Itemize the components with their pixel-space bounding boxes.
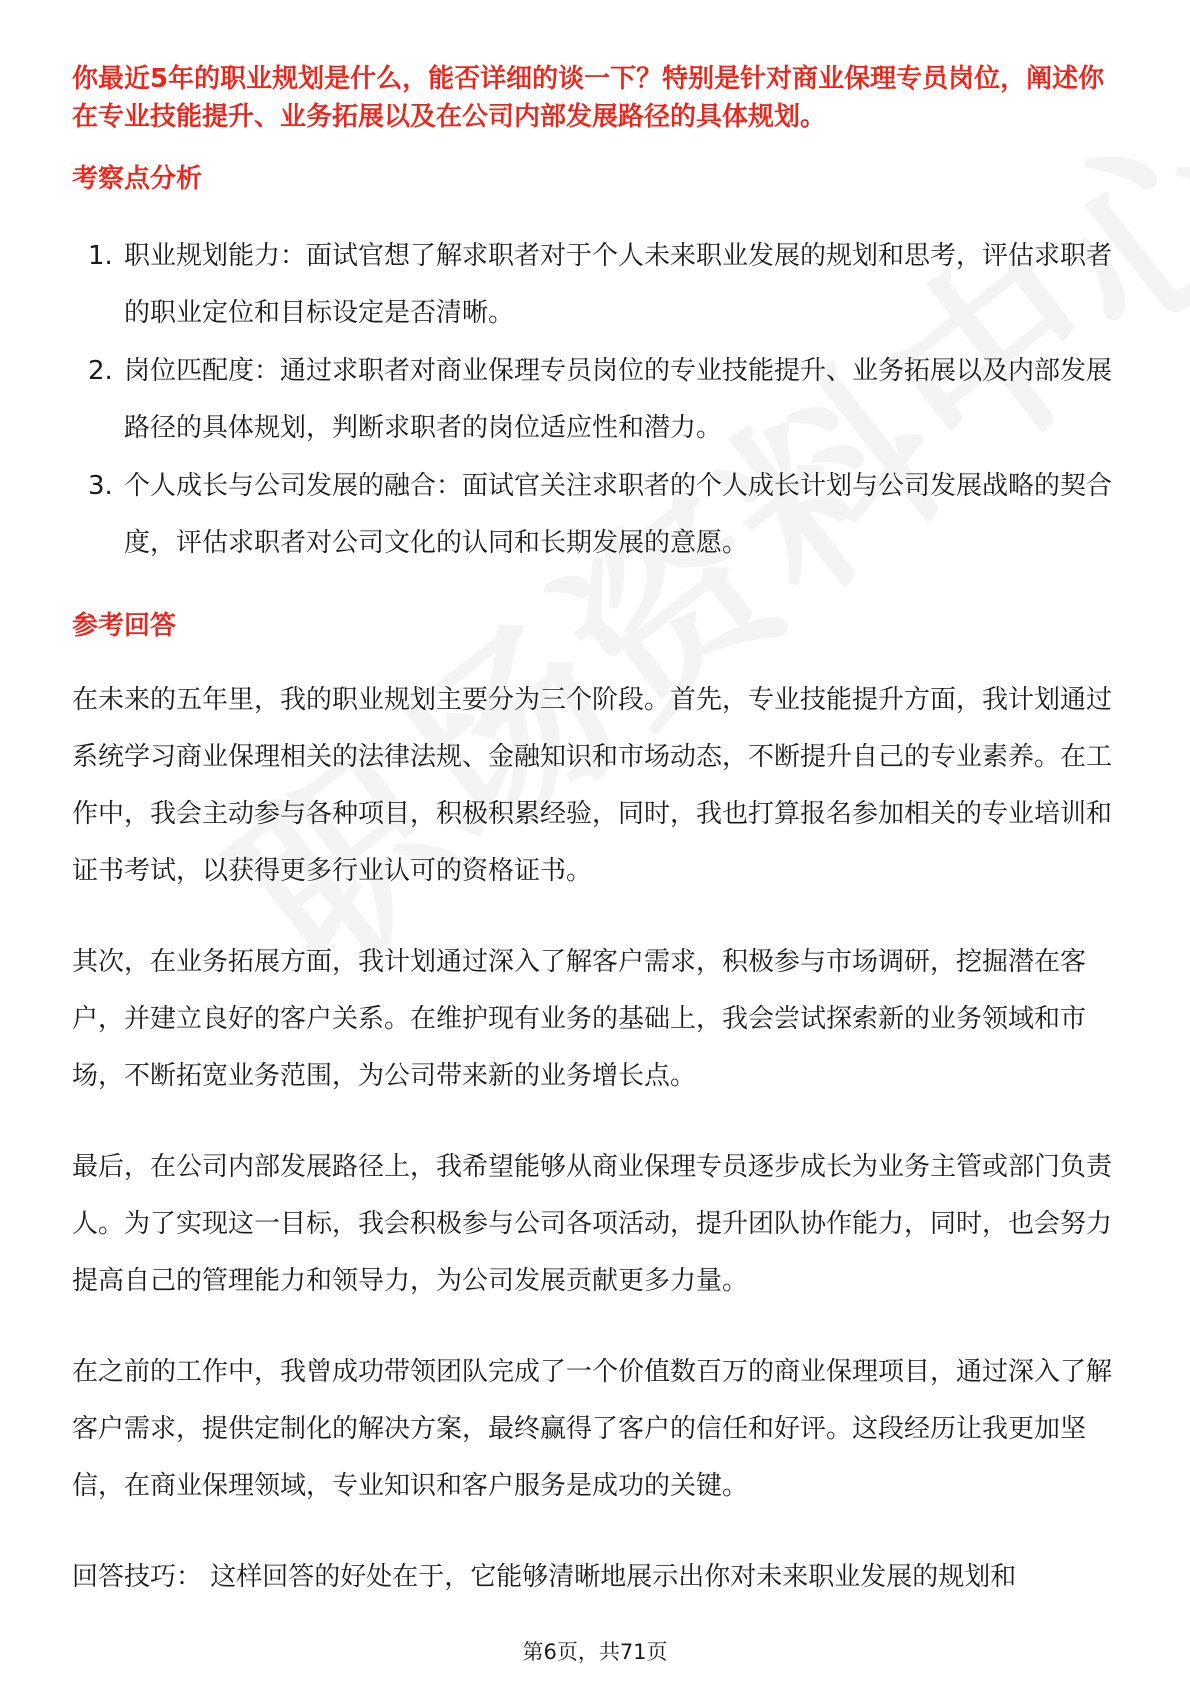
answer-tips-paragraph: 回答技巧： 这样回答的好处在于，它能够清晰地展示出你对未来职业发展的规划和	[72, 1562, 1017, 1592]
analysis-item-text: 职业规划能力：面试官想了解求职者对于个人未来职业发展的规划和思考，评估求职者的职业定位和目标设定是否清晰。	[124, 241, 1113, 328]
answer-paragraph: 最后，在公司内部发展路径上，我希望能够从商业保理专员逐步成长为业务主管或部门负责人。为了实现这一目标，我会积极参与公司各项活动，提升团队协作能力，同时，也会努力提高自己的管理能力和领导力，为公司发展贡献更多力量。	[72, 1152, 1113, 1296]
analysis-item	[72, 458, 1122, 572]
answer-paragraph: 在未来的五年里，我的职业规划主要分为三个阶段。首先，专业技能提升方面，我计划通过系统学习商业保理相关的法律法规、金融知识和市场动态，不断提升自己的专业素养。在工作中，我会主动参与各种项目，积极积累经验，同时，我也打算报名参加相关的专业培训和证书考试，以获得更多行业认可的资格证书。	[72, 685, 1113, 886]
list-number: 1.	[88, 241, 113, 271]
question-heading: 你最近5年的职业规划是什么，能否详细的谈一下？特别是针对商业保理专员岗位，阐述你在专业技能提升、业务拓展以及在公司内部发展路径的具体规划。	[72, 64, 1105, 132]
analysis-item-text: 岗位匹配度：通过求职者对商业保理专员岗位的专业技能提升、业务拓展以及内部发展路径的具体规划，判断求职者的岗位适应性和潜力。	[124, 356, 1113, 443]
page-number-footer: 第6页，共71页	[522, 1640, 668, 1664]
analysis-section-title: 考察点分析	[72, 164, 203, 194]
list-number: 2.	[88, 356, 113, 386]
answer-paragraph: 在之前的工作中，我曾成功带领团队完成了一个价值数百万的商业保理项目，通过深入了解客户需求，提供定制化的解决方案，最终赢得了客户的信任和好评。这段经历让我更加坚信，在商业保理领域，专业知识和客户服务是成功的关键。	[72, 1357, 1113, 1501]
analysis-item	[72, 343, 1122, 457]
page-content	[72, 60, 1122, 1606]
answer-section-title: 参考回答	[72, 611, 177, 641]
list-number: 3.	[88, 471, 113, 501]
answer-paragraph: 其次，在业务拓展方面，我计划通过深入了解客户需求，积极参与市场调研，挖掘潜在客户，并建立良好的客户关系。在维护现有业务的基础上，我会尝试探索新的业务领域和市场，不断拓宽业务范围，为公司带来新的业务增长点。	[72, 947, 1087, 1091]
analysis-list	[72, 228, 1122, 572]
analysis-item	[72, 228, 1122, 342]
analysis-item-text: 个人成长与公司发展的融合：面试官关注求职者的个人成长计划与公司发展战略的契合度，评估求职者对公司文化的认同和长期发展的意愿。	[124, 471, 1113, 558]
